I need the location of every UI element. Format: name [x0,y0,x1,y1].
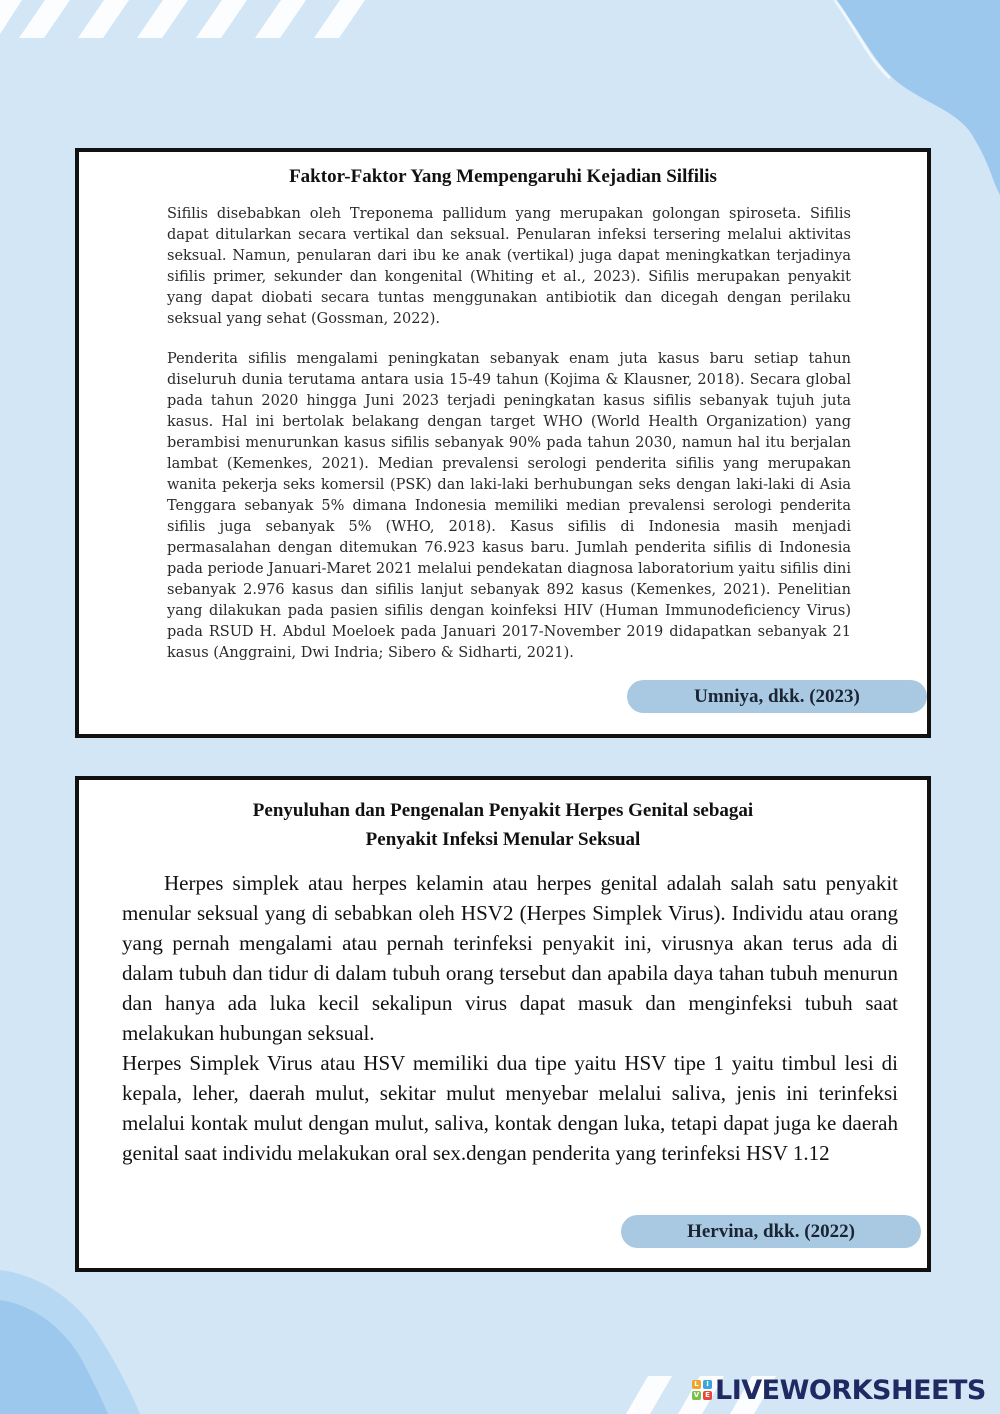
herpes-paragraph-1: Herpes simplek atau herpes kelamin atau herpes genital adalah salah satu penyakit menular seksual yang di sebabkan oleh HSV2 (Herpes Simplek Virus). Individu atau orang yang pernah mengalami atau pernah terinfeksi penyakit ini, virusnya akan terus ada di dalam tubuh dan tidur di dalam tubuh orang tersebut dan apabila daya tahan tubuh menurun dan hanya ada luka kecil sekalipun virus dapat masuk dan menginfeksi tubuh saat melakukan hubungan seksual. [122,871,898,1045]
logo-letter: I [703,1380,712,1389]
syphilis-card [75,148,931,738]
herpes-card-title [79,796,927,854]
herpes-citation-badge: Hervina, dkk. (2022) [621,1215,921,1248]
liveworksheets-logo-icon [692,1380,712,1400]
syphilis-card-title: Faktor-Faktor Yang Mempengaruhi Kejadian Silfilis [289,166,717,187]
herpes-card [75,776,931,1272]
logo-letter: L [692,1380,701,1389]
syphilis-citation-badge: Umniya, dkk. (2023) [627,680,927,713]
syphilis-paragraph-1: Sifilis disebabkan oleh Treponema pallidum yang merupakan golongan spiroseta. Sifilis dapat ditularkan secara vertikal dan seksual. Penularan infeksi tersering melalui aktivitas seksual. Namun, penularan dari ibu ke anak (vertikal) juga dapat meningkatkan terjadinya sifilis primer, sekunder dan kongenital (Whiting et al., 2023). Sifilis merupakan penyakit yang dapat diobati secara tuntas menggunakan antibiotik dan dicegah dengan perilaku seksual yang sehat (Gossman, 2022). [167,206,851,327]
herpes-title-line-1: Penyuluhan dan Pengenalan Penyakit Herpes Genital sebagai [252,800,754,821]
herpes-paragraph-2: Herpes Simplek Virus atau HSV memiliki dua tipe yaitu HSV tipe 1 yaitu timbul lesi di kepala, leher, daerah mulut, sekitar mulut menyebar melalui saliva, jenis ini terinfeksi melalui kontak mulut dengan mulut, saliva, kontak dengan luka, tetapi dapat juga ke daerah genital saat individu melakukan oral sex.dengan penderita yang terinfeksi HSV 1.12 [122,1051,898,1165]
liveworksheets-wordmark: LIVEWORKSHEETS [715,1374,986,1406]
syphilis-paragraph-2: Penderita sifilis mengalami peningkatan sebanyak enam juta kasus baru setiap tahun diseluruh dunia terutama antara usia 15-49 tahun (Kojima & Klausner, 2018). Secara global pada tahun 2020 hingga Juni 2023 terjadi peningkatan kasus sifilis sebanyak tujuh juta kasus. Hal ini bertolak belakang dengan target WHO (World Health Organization) yang berambisi menurunkan kasus sifilis sebanyak 90% pada tahun 2030, namun hal itu berjalan lambat (Kemenkes, 2021). Median prevalensi serologi penderita sifilis yang merupakan wanita pekerja seks komersil (PSK) dan laki-laki berhubungan seks dengan laki-laki di Asia Tenggara sebanyak 5% dimana Indonesia memiliki median prevalensi serologi penderita sifilis juga sebanyak 5% (WHO, 2018). Kasus sifilis di Indonesia masih menjadi permasalahan dengan ditemukan 76.923 kasus baru. Jumlah penderita sifilis di Indonesia pada periode Januari-Maret 2021 melalui pendekatan diagnosa laboratorium yaitu sifilis dini sebanyak 2.976 kasus dan sifilis lanjut sebanyak 892 kasus (Kemenkes, 2021). Penelitian yang dilakukan pada pasien sifilis dengan koinfeksi HIV (Human Immunodeficiency Virus) pada RSUD H. Abdul Moeloek pada Januari 2017-November 2019 didapatkan sebanyak 21 kasus (Anggraini, Dwi Indria; Sibero & Sidharti, 2021). [167,351,851,661]
logo-letter: V [693,1391,700,1399]
liveworksheets-brand[interactable] [692,1375,986,1405]
top-stripes [0,0,365,38]
herpes-title-line-2: Penyakit Infeksi Menular Seksual [365,829,641,850]
logo-letter: E [703,1391,712,1400]
